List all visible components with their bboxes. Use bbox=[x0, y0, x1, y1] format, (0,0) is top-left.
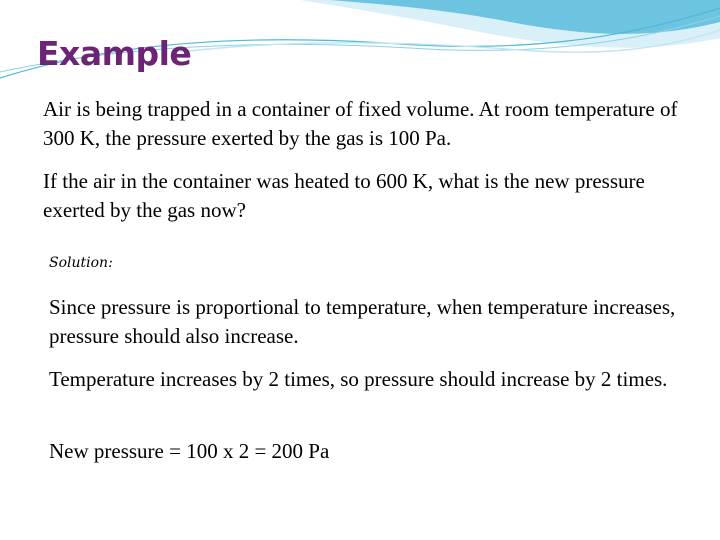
question-intro: Air is being trapped in a container of fixed volume. At room temperature of 300 K, the pressure exerted by the gas is 100 Pa. bbox=[43, 97, 678, 150]
solution-step-1: Since pressure is proportional to temperature, when temperature increases, pressure should also increase. bbox=[49, 295, 676, 348]
solution-label: Solution: bbox=[49, 255, 113, 271]
slide-title: Example bbox=[37, 34, 192, 73]
question-ask: If the air in the container was heated to 600 K, what is the new pressure exerted by the gas now? bbox=[43, 169, 645, 222]
solution-answer: New pressure = 100 x 2 = 200 Pa bbox=[49, 439, 330, 463]
solution-step-2: Temperature increases by 2 times, so pressure should increase by 2 times. bbox=[49, 367, 668, 391]
